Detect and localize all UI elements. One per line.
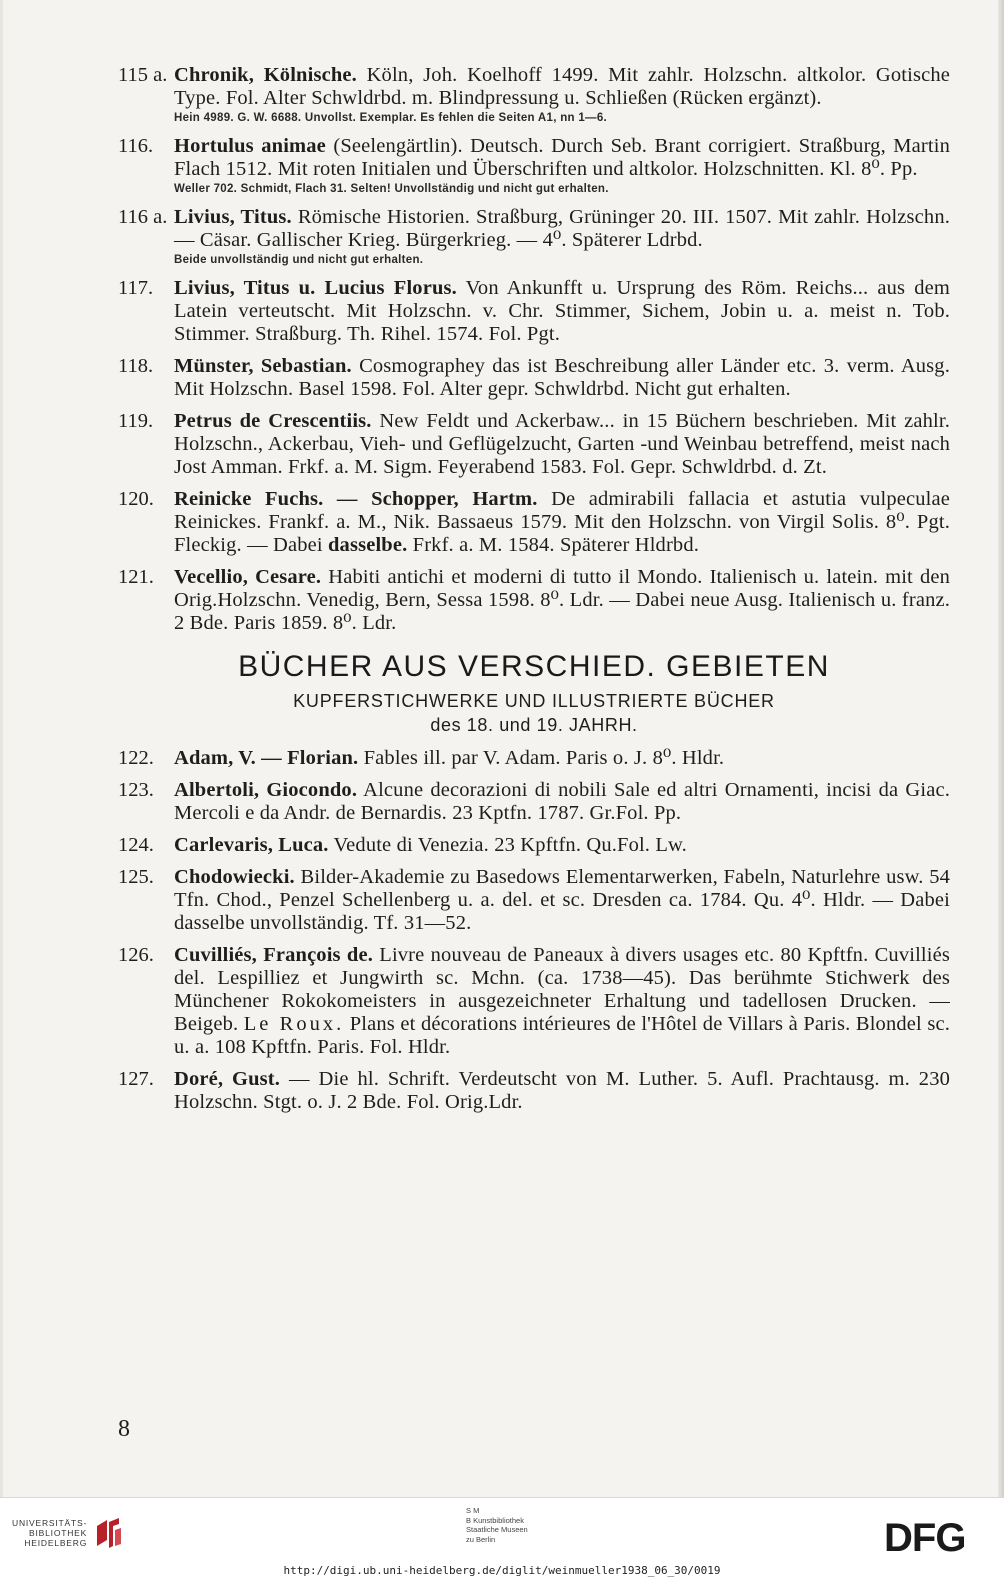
entry-121 [118, 566, 950, 635]
entry-number: 124. [118, 834, 154, 856]
entry-title: Vecellio, Cesare. [174, 566, 322, 588]
entry-text: Cosmographey das ist Beschreibung aller Länder etc. 3. verm. Ausg. Mit Holzschn. Basel 1598. Fol. Alter gepr. Schwldrbd. Nicht gut erhalten. [174, 355, 950, 400]
section-title: BÜCHER AUS VERSCHIED. GEBIETEN [238, 650, 830, 683]
library-emblem-icon [93, 1516, 123, 1550]
entry-title: Reinicke Fuchs. — Schopper, Hartm. [174, 488, 538, 510]
dfg-logo[interactable] [884, 1516, 984, 1556]
provenance-stamp [466, 1506, 528, 1544]
section-subtitle-period: des 18. und 19. JAHRH. [430, 715, 638, 735]
logo-text-line: UNIVERSITÄTS- [12, 1518, 88, 1528]
entry-number: 125. [118, 866, 154, 888]
provenance-line: zu Berlin [466, 1534, 496, 1544]
entry-title: Carlevaris, Luca. [174, 834, 329, 856]
entry-116a [118, 206, 950, 268]
entry-text: De admirabili fallacia et astutia vulpeculae Reinickes. Frankf. a. M., Nik. Bassaeus 1579. Mit den Holzschn. von Virgil Solis. 8⁰. Pgt. Fleckig. — Dabei [174, 488, 950, 556]
entry-note: Weller 702. Schmidt, Flach 31. Selten! Unvollständig und nicht gut erhalten. [174, 183, 609, 195]
footer [0, 1497, 1004, 1581]
entry-126 [118, 944, 950, 1059]
entry-124 [118, 834, 950, 857]
provenance-line: Staatliche Museen [466, 1525, 528, 1534]
entry-spaced-name: Le Roux. [243, 1013, 345, 1035]
scan-edge-right [998, 0, 1004, 1500]
entry-number: 127. [118, 1068, 154, 1090]
entry-115a [118, 64, 950, 126]
entry-118 [118, 355, 950, 401]
entry-number: 121. [118, 566, 154, 588]
entry-text-secondary: Plans et décorations intérieures de l'Hôtel de Villars à Paris. Blondel sc. u. a. 108 Kpftfn. Paris. Fol. Hldr. [174, 1013, 950, 1058]
entry-number: 119. [118, 410, 154, 432]
section-subtitle: KUPFERSTICHWERKE UND ILLUSTRIERTE BÜCHER [293, 691, 775, 711]
entry-title: Chodowiecki. [174, 866, 295, 888]
entry-text: — Die hl. Schrift. Verdeutscht von M. Luther. 5. Aufl. Prachtausg. m. 230 Holzschn. Stgt. o. J. 2 Bde. Fol. Orig.Ldr. [174, 1068, 950, 1113]
provenance-line: B Kunstbibliothek [466, 1515, 524, 1525]
entry-title: Chronik, Kölnische. [174, 64, 357, 86]
entry-text: Köln, Joh. Koelhoff 1499. Mit zahlr. Holzschn. altkolor. Gotische Type. Fol. Alter Schwldrbd. m. Blindpressung u. Schließen (Rücken ergänzt). [174, 64, 950, 109]
dfg-logo-text: DFG [884, 1516, 966, 1556]
catalog-page [118, 64, 950, 1123]
entry-116 [118, 135, 950, 197]
entry-125 [118, 866, 950, 935]
entry-note: Hein 4989. G. W. 6688. Unvollst. Exemplar. Es fehlen die Seiten A1, nn 1—6. [174, 112, 608, 124]
entry-number: 117. [118, 277, 154, 299]
entry-number: 123. [118, 779, 154, 801]
entry-title: Petrus de Crescentiis. [174, 410, 372, 432]
entry-text: (Seelengärtlin). Deutsch. Durch Seb. Brant corrigiert. Straßburg, Martin Flach 1512. Mit roten Initialen und Überschriften und altkolor. Holzschnitten. Kl. 8⁰. Pp. [174, 135, 951, 180]
entry-title: Hortulus animae [174, 135, 326, 157]
entry-title: Cuvilliés, François de. [174, 944, 374, 966]
entry-number: 118. [118, 355, 154, 377]
entry-note: Beide unvollständig und nicht gut erhalten. [174, 254, 424, 266]
entry-text: Livre nouveau de Paneaux à divers usages etc. 80 Kpftfn. Cuvilliés del. Lespilliez et Jungwirth sc. Mchn. (ca. 1738—45). Das berühmte Stichwerk des Münchener Rokokomeisters in ausgezeichneter Erhaltung und tadellosen Drucken. — Beigeb. [174, 944, 950, 1035]
logo-text-line: BIBLIOTHEK [29, 1528, 88, 1538]
entry-number: 126. [118, 944, 154, 966]
section-heading [118, 649, 950, 737]
entry-text-secondary: Frkf. a. M. 1584. Späterer Hldrbd. [407, 534, 700, 556]
entry-119 [118, 410, 950, 479]
entry-117 [118, 277, 950, 346]
entry-title: Albertoli, Giocondo. [174, 779, 358, 801]
provenance-line: S M [466, 1506, 480, 1515]
entry-122 [118, 747, 950, 770]
entry-number: 115 a. [118, 64, 168, 86]
entry-title: Doré, Gust. [174, 1068, 281, 1090]
entry-title-secondary: dasselbe. [322, 534, 408, 556]
entry-text: Fables ill. par V. Adam. Paris o. J. 8⁰. Hldr. [358, 747, 725, 769]
entry-number: 122. [118, 747, 154, 769]
entry-text: New Feldt und Ackerbaw... in 15 Büchern beschrieben. Mit zahlr. Holzschn., Ackerbau, Vieh- und Geflügelzucht, Garten -und Weinbau betreffend, meist nach Jost Amman. Frkf. a. M. Sigm. Feyerabend 1583. Fol. Gepr. Schwldrbd. d. Zt. [174, 410, 950, 478]
page-number: 8 [118, 1416, 130, 1442]
entry-number: 116. [118, 135, 154, 157]
entry-title: Livius, Titus u. Lucius Florus. [174, 277, 457, 299]
entry-text: Habiti antichi et moderni di tutto il Mondo. Italienisch u. latein. mit den Orig.Holzschn. Venedig, Bern, Sessa 1598. 8⁰. Ldr. — Dabei neue Ausg. Italienisch u. franz. 2 Bde. Paris 1859. 8⁰. Ldr. [174, 566, 950, 634]
logo-text-line: HEIDELBERG [24, 1538, 88, 1548]
scan-edge-left [0, 0, 3, 1500]
permalink-url[interactable]: http://digi.ub.uni-heidelberg.de/diglit/weinmueller1938_06_30/0019 [283, 1564, 721, 1577]
entry-123 [118, 779, 950, 825]
entry-number: 120. [118, 488, 154, 510]
entry-127 [118, 1068, 950, 1114]
entry-title: Adam, V. — Florian. [174, 747, 359, 769]
entry-text: Römische Historien. Straßburg, Grüninger 20. III. 1507. Mit zahlr. Holzschn. — Cäsar. Gallischer Krieg. Bürgerkrieg. — 4⁰. Späterer Ldrbd. [174, 206, 950, 251]
entry-title: Münster, Sebastian. [174, 355, 352, 377]
entry-120 [118, 488, 950, 557]
university-library-logo[interactable] [12, 1516, 123, 1550]
entry-number: 116 a. [118, 206, 168, 228]
entry-text: Bilder-Akademie zu Basedows Elementarwerken, Fabeln, Naturlehre usw. 54 Tfn. Chod., Penzel Schellenberg u. a. del. et sc. Dresden ca. 1784. Qu. 4⁰. Hldr. — Dabei dasselbe unvollständig. Tf. 31—52. [174, 866, 950, 934]
entry-text: Vedute di Venezia. 23 Kpftfn. Qu.Fol. Lw. [328, 834, 687, 856]
entry-text: Von Ankunfft u. Ursprung des Röm. Reichs... aus dem Latein verteutscht. Mit Holzschn. v. Chr. Stimmer, Sichem, Jobin u. a. meist n. Tob. Stimmer. Straßburg. Th. Rihel. 1574. Fol. Pgt. [174, 277, 950, 345]
entry-text: Alcune decorazioni di nobili Sale ed altri Ornamenti, incisi da Giac. Mercoli e da Andr. de Bernardis. 23 Kptfn. 1787. Gr.Fol. Pp. [174, 779, 951, 824]
entry-title: Livius, Titus. [174, 206, 292, 228]
